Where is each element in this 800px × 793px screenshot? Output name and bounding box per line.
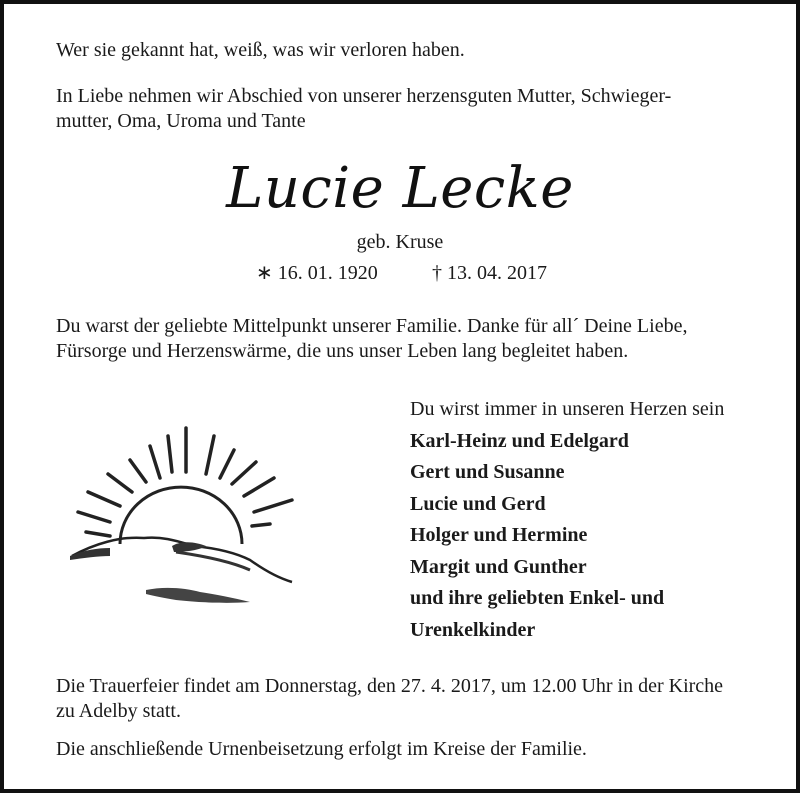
funeral-line-2: zu Adelby statt. xyxy=(56,700,181,722)
intro-quote: Wer sie gekannt hat, weiß, was wir verloren haben. xyxy=(56,39,465,61)
mourner-name: Margit und Gunther xyxy=(410,555,587,578)
life-dates xyxy=(256,261,547,286)
death-date: † 13. 04. 2017 xyxy=(432,262,547,284)
tribute-line-1: Du warst der geliebte Mittelpunkt unserer Familie. Danke für all´ Deine Liebe, xyxy=(56,315,688,337)
mourner-name: Holger und Hermine xyxy=(410,524,588,546)
deceased-name: Lucie Lecke xyxy=(226,156,574,221)
funeral-line-1: Die Trauerfeier findet am Donnerstag, den 27. 4. 2017, um 12.00 Uhr in der Kirche xyxy=(56,675,724,697)
mourner-name: Gert und Susanne xyxy=(410,461,565,483)
mourners-block xyxy=(410,394,790,646)
birth-date: ∗ 16. 01. 1920 xyxy=(256,262,378,284)
mourners-heading: Du wirst immer in unseren Herzen sein xyxy=(410,398,725,420)
mourner-name: und ihre geliebten Enkel- und xyxy=(410,587,665,609)
farewell-line-2: mutter, Oma, Uroma und Tante xyxy=(56,110,306,132)
tribute-line-2: Fürsorge und Herzenswärme, die uns unser Leben lang begleitet haben. xyxy=(56,340,629,362)
farewell-line-1: In Liebe nehmen wir Abschied von unserer herzensguten Mutter, Schwieger- xyxy=(56,85,672,107)
mourner-name: Karl-Heinz und Edelgard xyxy=(410,429,629,452)
maiden-name: geb. Kruse xyxy=(356,231,444,253)
mourner-name: Urenkelkinder xyxy=(410,618,536,641)
burial-note: Die anschließende Urnenbeisetzung erfolgt im Kreise der Familie. xyxy=(56,738,587,760)
mourner-name: Lucie und Gerd xyxy=(410,492,546,515)
sunset-icon xyxy=(64,420,304,610)
